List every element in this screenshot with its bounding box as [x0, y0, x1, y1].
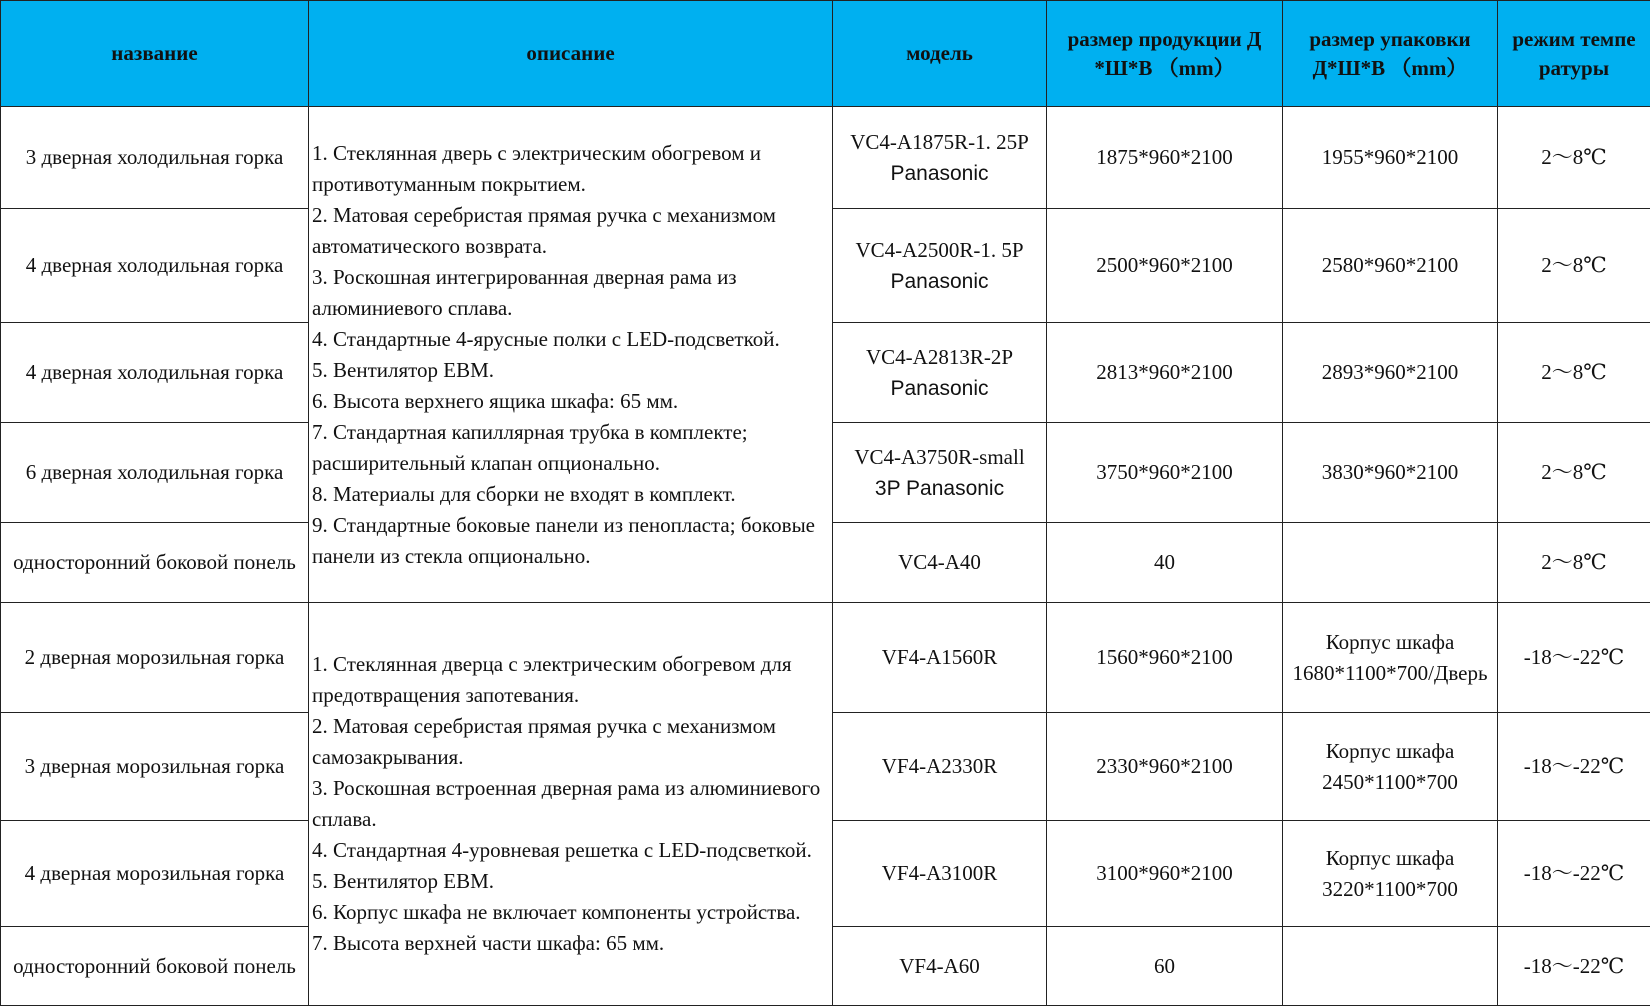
row-temp: -18～-22℃ [1498, 821, 1650, 927]
group2-description [309, 603, 833, 1006]
row-package-size: Корпус шкафа 2450*1100*700 [1283, 713, 1498, 821]
description-text: 1. Стеклянная дверца с электрическим обогревом для предотвращения запотевания. 2. Матовая серебристая прямая ручка с механизмом самозакрывания. 3. Роскошная встроенная дверная рама из алюминиевого сплава. 4. Стандартная 4-уровневая решетка с LED-подсветкой. 5. Вентилятор EBM. 6. Корпус шкафа не включает компоненты устройства. 7. Высота верхней части шкафа: 65 мм. [312, 652, 821, 955]
row-product-size: 40 [1047, 523, 1283, 603]
row-name: односторонний боковой понель [1, 523, 309, 603]
row-temp: 2～8℃ [1498, 107, 1650, 209]
model-code: VC4-A1875R-1. 25P [850, 129, 1029, 154]
row-model [833, 107, 1047, 209]
row-package-size [1283, 927, 1498, 1006]
row-temp: 2～8℃ [1498, 423, 1650, 523]
row-model [833, 523, 1047, 603]
row-name: 3 дверная холодильная горка [1, 107, 309, 209]
model-brand: Panasonic [890, 161, 989, 185]
header-product-size: размер продукции Д *Ш*В （mm） [1047, 1, 1283, 107]
header-package-size: размер упаковки Д*Ш*В （mm） [1283, 1, 1498, 107]
table-row [1, 603, 1650, 713]
row-package-size: Корпус шкафа 1680*1100*700/Дверь [1283, 603, 1498, 713]
row-product-size: 3750*960*2100 [1047, 423, 1283, 523]
row-product-size: 2813*960*2100 [1047, 323, 1283, 423]
row-product-size: 1560*960*2100 [1047, 603, 1283, 713]
row-model: VF4-A2330R [833, 713, 1047, 821]
model-brand: Panasonic [890, 376, 989, 400]
row-temp: 2～8℃ [1498, 323, 1650, 423]
row-model: VF4-A1560R [833, 603, 1047, 713]
row-model [833, 209, 1047, 323]
header-name: название [1, 1, 309, 107]
row-model [833, 323, 1047, 423]
row-product-size: 1875*960*2100 [1047, 107, 1283, 209]
row-package-size: 3830*960*2100 [1283, 423, 1498, 523]
row-name: 2 дверная морозильная горка [1, 603, 309, 713]
model-brand: Panasonic [890, 269, 989, 293]
model-code: VC4-A3750R-small [854, 444, 1025, 469]
header-row [1, 1, 1650, 107]
row-package-size: Корпус шкафа 3220*1100*700 [1283, 821, 1498, 927]
row-product-size: 2330*960*2100 [1047, 713, 1283, 821]
model-brand: 3P Panasonic [874, 476, 1005, 500]
row-name: 4 дверная холодильная горка [1, 209, 309, 323]
row-name: 4 дверная холодильная горка [1, 323, 309, 423]
row-product-size: 3100*960*2100 [1047, 821, 1283, 927]
row-name: 4 дверная морозильная горка [1, 821, 309, 927]
row-model: VF4-A60 [833, 927, 1047, 1006]
row-temp: -18～-22℃ [1498, 927, 1650, 1006]
row-name: 3 дверная морозильная горка [1, 713, 309, 821]
model-code: VC4-A2500R-1. 5P [855, 237, 1024, 262]
header-model: модель [833, 1, 1047, 107]
row-temp: -18～-22℃ [1498, 713, 1650, 821]
header-description: описание [309, 1, 833, 107]
header-temp-mode: режим темпе ратуры [1498, 1, 1650, 107]
row-name: односторонний боковой понель [1, 927, 309, 1006]
row-package-size: 2580*960*2100 [1283, 209, 1498, 323]
table-row [1, 107, 1650, 209]
row-model [833, 423, 1047, 523]
row-model: VF4-A3100R [833, 821, 1047, 927]
model-code: VC4-A40 [898, 550, 981, 574]
row-product-size: 2500*960*2100 [1047, 209, 1283, 323]
row-temp: -18～-22℃ [1498, 603, 1650, 713]
row-package-size: 1955*960*2100 [1283, 107, 1498, 209]
row-package-size: 2893*960*2100 [1283, 323, 1498, 423]
row-product-size: 60 [1047, 927, 1283, 1006]
group1-description [309, 107, 833, 603]
model-code: VC4-A2813R-2P [865, 344, 1013, 369]
row-package-size [1283, 523, 1498, 603]
row-temp: 2～8℃ [1498, 209, 1650, 323]
row-name: 6 дверная холодильная горка [1, 423, 309, 523]
description-text: 1. Стеклянная дверь с электрическим обогревом и противотуманным покрытием. 2. Матовая серебристая прямая ручка с механизмом автоматического возврата. 3. Роскошная интегрированная дверная рама из алюминиевого сплава. 4. Стандартные 4-ярусные полки с LED-подсветкой. 5. Вентилятор EBM. 6. Высота верхнего ящика шкафа: 65 мм. 7. Стандартная капиллярная трубка в комплекте; расширительный клапан опционально. 8. Материалы для сборки не входят в комплект. 9. Стандартные боковые панели из пенопласта; боковые панели из стекла опционально. [312, 140, 815, 568]
row-temp: 2～8℃ [1498, 523, 1650, 603]
